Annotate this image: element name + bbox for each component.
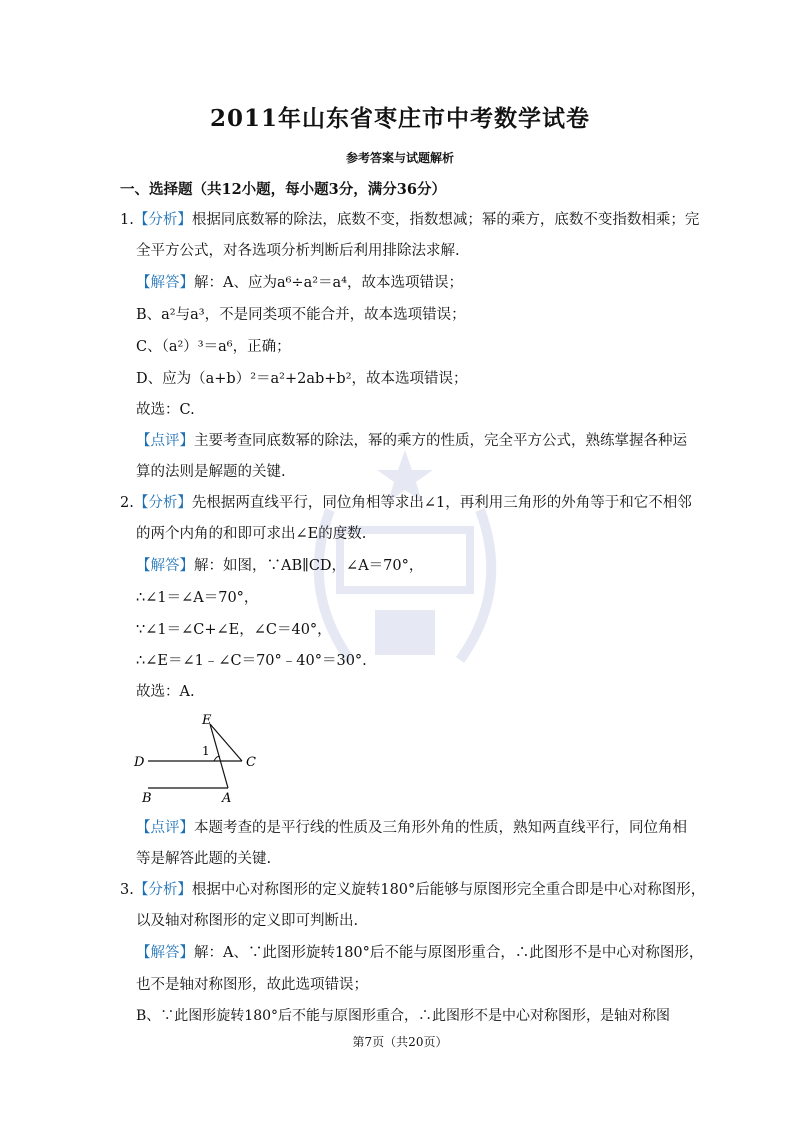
q3-answer-line-2: 也不是轴对称图形，故此选项错误； [136,977,368,993]
label-angle-1: 1 [202,744,210,758]
comment-tag: 【点评】 [136,433,194,449]
q1-analysis-line-2: 全平方公式，对各选项分析判断后利用排除法求解. [136,243,460,259]
q2-answer-line-3: ∵∠1＝∠C+∠E，∠C＝40°， [136,622,332,638]
label-a: A [222,791,232,806]
q3-answer-line [136,943,703,963]
q1-comment-line-2: 算的法则是解题的关键. [136,464,286,480]
q2-analysis-line-2: 的两个内角的和即可求出∠E的度数. [136,526,367,542]
q1-comment-text: 主要考查同底数幂的除法，幂的乘方的性质，完全平方公式，熟练掌握各种运 [194,433,687,449]
q1-analysis-line [120,210,699,230]
answer-tag: 【解答】 [136,558,194,574]
q2-answer-line [136,556,423,576]
q2-answer-text: 解：如图，∵AB∥CD，∠A＝70°， [194,558,424,574]
q1-answer-line-3: C、（a²）³＝a⁶，正确； [136,339,291,355]
q3-analysis-line-2: 以及轴对称图形的定义即可判断出. [136,913,359,929]
label-d: D [134,755,145,770]
page-title: 2011年山东省枣庄市中考数学试卷 [209,105,590,132]
q2-number: 2. [120,495,134,511]
q3-analysis-text: 根据中心对称图形的定义旋转180°后能够与原图形完全重合即是中心对称图形， [191,882,706,898]
section-heading: 一、选择题（共12小题，每小题3分，满分36分） [120,181,446,198]
q1-answer-line-2: B、a²与a³，不是同类项不能合并，故本选项错误； [136,307,466,323]
answer-tag: 【解答】 [136,945,194,961]
q2-comment-line-2: 等是解答此题的关键. [136,851,272,867]
q2-analysis-text: 先根据两直线平行，同位角相等求出∠1，再利用三角形的外角等于和它不相邻 [191,495,692,511]
q2-answer-line-4: ∴∠E＝∠1﹣∠C＝70°﹣40°＝30°. [136,653,367,669]
q3-number: 3. [120,882,134,898]
q1-number: 1. [120,212,134,228]
q1-comment-line [136,431,687,451]
label-b: B [142,791,152,806]
q2-answer-line-5: 故选：A. [136,684,195,700]
q1-answer-text: 解：A、应为a⁶÷a²＝a⁴，故本选项错误； [194,275,463,291]
q1-answer-line [136,273,463,293]
q2-comment-text: 本题考查的是平行线的性质及三角形外角的性质，熟知两直线平行，同位角相 [194,820,687,836]
page-footer: 第7页（共20页） [352,1035,448,1049]
analysis-tag: 【分析】 [133,212,192,228]
answer-tag: 【解答】 [136,275,194,291]
label-c: C [246,755,256,770]
analysis-tag: 【分析】 [133,882,192,898]
q3-answer-line-3: B、∵此图形旋转180°后不能与原图形重合，∴此图形不是中心对称图形，是轴对称图 [136,1008,671,1024]
q1-answer-line-5: 故选：C. [136,402,195,418]
q2-comment-line [136,818,687,838]
comment-tag: 【点评】 [136,820,194,836]
q2-answer-line-2: ∴∠1＝∠A＝70°， [136,590,259,606]
q3-answer-text: 解：A、∵此图形旋转180°后不能与原图形重合，∴此图形不是中心对称图形， [194,945,704,961]
q1-answer-line-4: D、应为（a+b）²＝a²+2ab+b²，故本选项错误； [136,371,468,387]
page-subtitle: 参考答案与试题解析 [345,151,454,165]
parallel-lines-figure [130,708,280,808]
q2-analysis-line [120,493,692,513]
label-e: E [202,713,212,728]
q1-analysis-text: 根据同底数幂的除法，底数不变，指数想减；幂的乘方，底数不变指数相乘；完 [191,212,700,228]
q3-analysis-line [120,880,705,900]
analysis-tag: 【分析】 [133,495,192,511]
